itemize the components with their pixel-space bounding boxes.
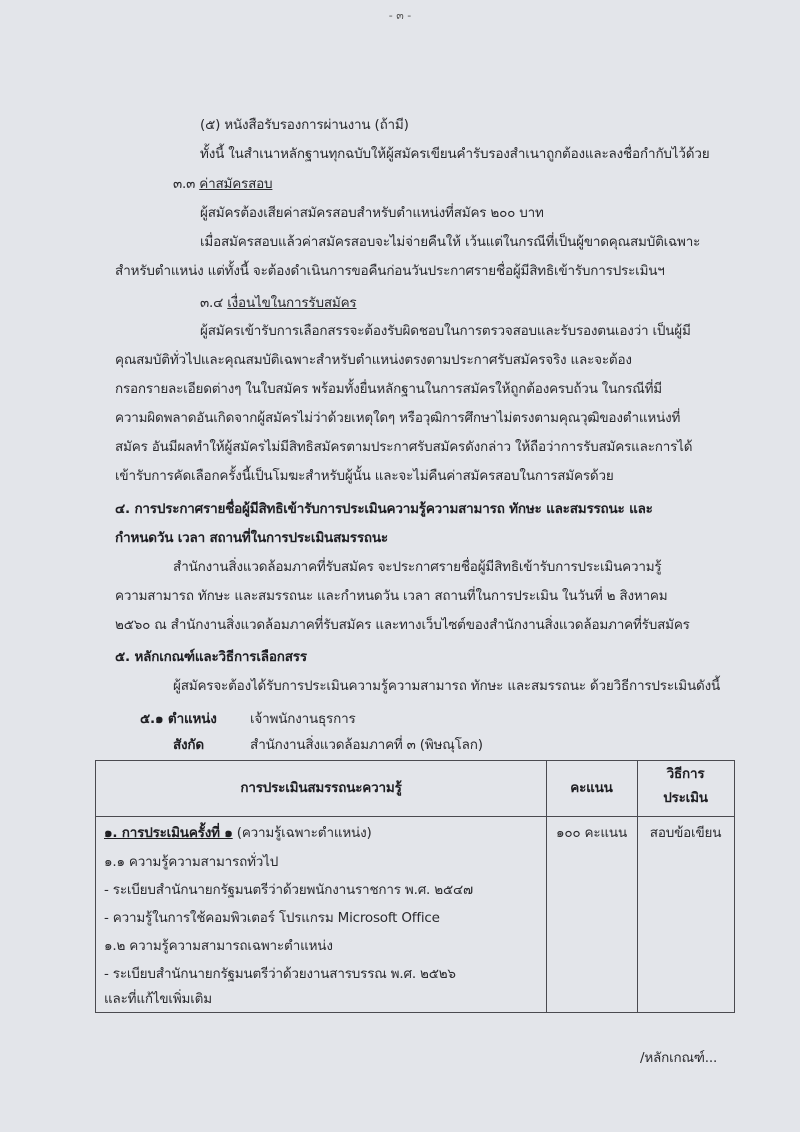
fee-refund-text-line2: สำหรับตำแหน่ง แต่ทั้งนี้ จะต้องดำเนินการขอคืนก่อนวันประกาศรายชื่อผู้มีสิทธิเข้ารับการประเมินฯ: [115, 263, 665, 279]
section-4-heading-line2: กำหนดวัน เวลา สถานที่ในการประเมินสมรรถนะ: [115, 530, 388, 546]
copy-certification-note: ทั้งนี้ ในสำเนาหลักฐานทุกฉบับให้ผู้สมัครเขียนคำรับรองสำเนาถูกต้องและลงชื่อกำกับไว้ด้วย: [200, 146, 710, 162]
score-value: ๑๐๐ คะแนน: [556, 825, 627, 841]
topic-line: - ความรู้ในการใช้คอมพิวเตอร์ โปรแกรม Microsoft Office: [104, 910, 440, 926]
header-divider: [96, 816, 734, 817]
topic-line: - ระเบียบสำนักนายกรัฐมนตรีว่าด้วยพนักงานราชการ พ.ศ. ๒๕๔๗: [104, 882, 473, 898]
section-3-4-heading: [200, 294, 356, 312]
section-5-heading: ๕. หลักเกณฑ์และวิธีการเลือกสรร: [115, 649, 307, 665]
section-3-4-title: เงื่อนไขในการรับสมัคร: [227, 295, 357, 311]
evaluation-round-label: ๑. การประเมินครั้งที่ ๑: [104, 825, 233, 841]
conditions-line: กรอกรายละเอียดต่างๆ ในใบสมัคร พร้อมทั้งยื่นหลักฐานในการสมัครให้ถูกต้องครบถ้วน ในกรณีที่มี: [115, 381, 662, 397]
conditions-line: ความผิดพลาดอันเกิดจากผู้สมัครไม่ว่าด้วยเหตุใดๆ หรือวุฒิการศึกษาไม่ตรงตามคุณวุฒิของตำแหน่งที่: [115, 410, 681, 426]
conditions-line: คุณสมบัติทั่วไปและคุณสมบัติเฉพาะสำหรับตำแหน่งตรงตามประกาศรับสมัครจริง และจะต้อง: [115, 352, 632, 368]
position-label: ๕.๑ ตำแหน่ง: [140, 711, 217, 727]
affiliation-label: สังกัด: [173, 737, 204, 753]
topic-line: - ระเบียบสำนักนายกรัฐมนตรีว่าด้วยงานสารบรรณ พ.ศ. ๒๕๒๖: [104, 966, 456, 982]
section-3-3-heading: [173, 175, 272, 193]
header-method-line2: ประเมิน: [663, 790, 708, 806]
header-competency: การประเมินสมรรถนะความรู้: [240, 780, 402, 796]
continuation-note: /หลักเกณฑ์...: [640, 1050, 718, 1066]
method-value: สอบข้อเขียน: [649, 825, 722, 841]
fee-amount-text: ผู้สมัครต้องเสียค่าสมัครสอบสำหรับตำแหน่งที่สมัคร ๒๐๐ บาท: [200, 205, 544, 221]
column-divider: [546, 761, 547, 1012]
topic-line: และที่แก้ไขเพิ่มเติม: [104, 991, 212, 1007]
item-5-work-certificate: (๕) หนังสือรับรองการผ่านงาน (ถ้ามี): [200, 117, 409, 133]
section-4-heading-line1: ๔. การประกาศรายชื่อผู้มีสิทธิเข้ารับการประเมินความรู้ความสามารถ ทักษะ และสมรรถนะ และ: [115, 501, 653, 517]
conditions-line: ผู้สมัครเข้ารับการเลือกสรรจะต้องรับผิดชอบในการตรวจสอบและรับรองตนเองว่า เป็นผู้มี: [200, 323, 691, 339]
section-5-intro: ผู้สมัครจะต้องได้รับการประเมินความรู้ความสามารถ ทักษะ และสมรรถนะ ด้วยวิธีการประเมินดังนี้: [173, 678, 721, 694]
conditions-line: สมัคร อันมีผลทำให้ผู้สมัครไม่มีสิทธิสมัครตามประกาศรับสมัครดังกล่าว ให้ถือว่าการรับสมัครและการได้: [115, 439, 693, 455]
section-3-4-number: ๓.๔: [200, 295, 228, 311]
evaluation-round-suffix: (ความรู้เฉพาะตำแหน่ง): [232, 825, 372, 841]
header-score: คะแนน: [570, 780, 613, 796]
announcement-line: ๒๕๖๐ ณ สำนักงานสิ่งแวดล้อมภาคที่รับสมัคร และทางเว็บไซต์ของสำนักงานสิ่งแวดล้อมภาคที่รับสมัคร: [115, 617, 690, 633]
header-method-line1: วิธีการ: [666, 766, 705, 782]
section-3-3-title: ค่าสมัครสอบ: [199, 176, 273, 192]
conditions-line: เข้ารับการคัดเลือกครั้งนี้เป็นโมฆะสำหรับผู้นั้น และจะไม่คืนค่าสมัครสอบในการสมัครด้วย: [115, 468, 614, 484]
evaluation-round-title: [104, 824, 372, 842]
fee-refund-text-line1: เมื่อสมัครสอบแล้วค่าสมัครสอบจะไม่จ่ายคืนให้ เว้นแต่ในกรณีที่เป็นผู้ขาดคุณสมบัติเฉพาะ: [200, 234, 701, 250]
evaluation-table: [95, 760, 735, 1013]
page-number: - ๓ -: [388, 9, 412, 22]
announcement-line: สำนักงานสิ่งแวดล้อมภาคที่รับสมัคร จะประกาศรายชื่อผู้มีสิทธิเข้ารับการประเมินความรู้: [173, 559, 662, 575]
announcement-line: ความสามารถ ทักษะ และสมรรถนะ และกำหนดวัน เวลา สถานที่ในการประเมิน ในวันที่ ๒ สิงหาคม: [115, 588, 668, 604]
section-3-3-number: ๓.๓: [173, 176, 200, 192]
topic-line: ๑.๒ ความรู้ความสามารถเฉพาะตำแหน่ง: [104, 938, 333, 954]
position-value: เจ้าพนักงานธุรการ: [250, 711, 356, 727]
topic-line: ๑.๑ ความรู้ความสามารถทั่วไป: [104, 854, 279, 870]
affiliation-value: สำนักงานสิ่งแวดล้อมภาคที่ ๓ (พิษณุโลก): [250, 737, 483, 753]
